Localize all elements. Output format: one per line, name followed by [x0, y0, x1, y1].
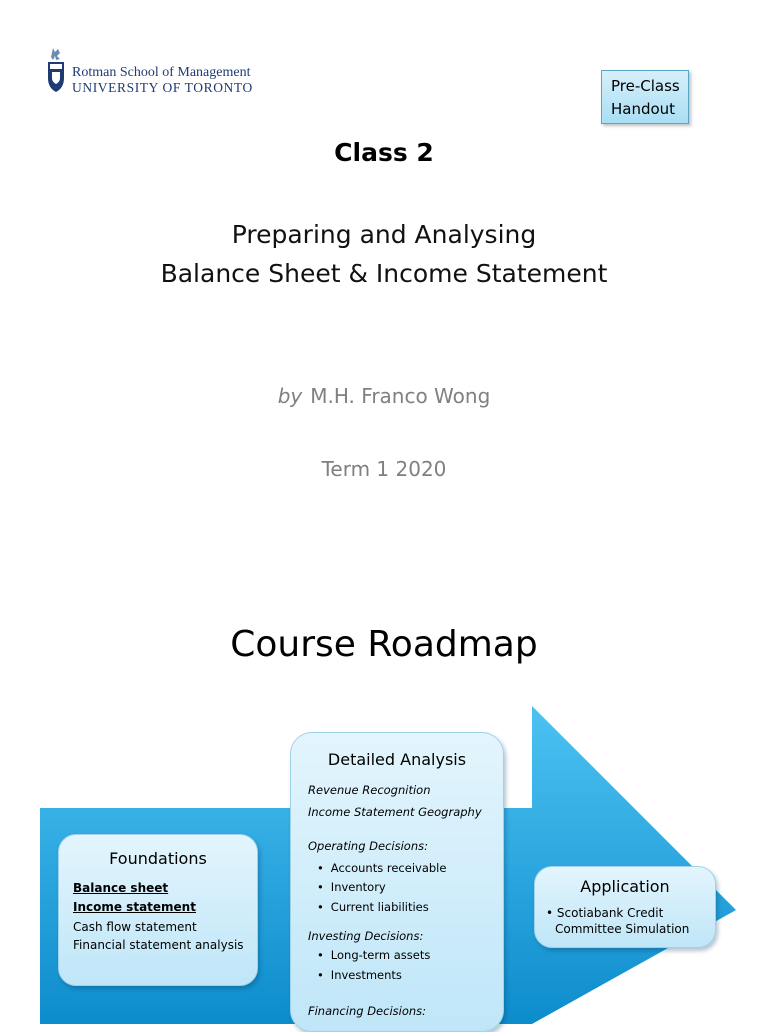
author-name: M.H. Franco Wong [310, 384, 491, 408]
byline-prefix: by [277, 384, 303, 408]
application-item-line-1: • Scotiabank Credit [546, 906, 664, 920]
application-box [534, 866, 716, 948]
investing-item: • Long-term assets [317, 948, 431, 962]
class-title: Class 2 [334, 138, 434, 167]
operating-item: • Current liabilities [317, 900, 429, 914]
roadmap-title: Course Roadmap [230, 624, 538, 665]
topic-item: Revenue Recognition [308, 783, 431, 797]
foundations-item: Financial statement analysis [73, 938, 244, 952]
financing-heading: Financing Decisions: [308, 1004, 427, 1018]
topic-item: Income Statement Geography [308, 805, 482, 819]
byline [0, 384, 768, 408]
detailed-analysis-box [290, 732, 504, 1032]
logo-university-name: UNIVERSITY OF TORONTO [72, 80, 253, 95]
pre-class-handout-badge [601, 70, 689, 124]
roadmap-slide [0, 520, 768, 1024]
rotman-logo [44, 46, 274, 100]
investing-heading: Investing Decisions: [308, 929, 424, 943]
foundations-box [58, 834, 258, 986]
badge-line-2: Handout [611, 100, 676, 118]
application-item-line-2: Committee Simulation [555, 922, 690, 936]
operating-heading: Operating Decisions: [308, 839, 428, 853]
foundations-item: Cash flow statement [73, 920, 197, 934]
application-title: Application [580, 877, 670, 896]
foundations-title: Foundations [109, 849, 207, 868]
subtitle-line-2: Balance Sheet & Income Statement [160, 259, 608, 288]
term-label: Term 1 2020 [321, 457, 447, 481]
subtitle-line-1: Preparing and Analysing [231, 220, 537, 249]
logo-school-name: Rotman School of Management [72, 65, 251, 80]
crest-icon [44, 46, 68, 100]
investing-item: • Investments [317, 968, 402, 982]
detailed-analysis-title: Detailed Analysis [327, 750, 467, 769]
operating-item: • Inventory [317, 880, 386, 894]
foundations-item: Balance sheet [73, 881, 169, 895]
badge-line-1: Pre-Class [611, 77, 680, 95]
operating-item: • Accounts receivable [317, 861, 447, 875]
foundations-item: Income statement [73, 900, 196, 914]
